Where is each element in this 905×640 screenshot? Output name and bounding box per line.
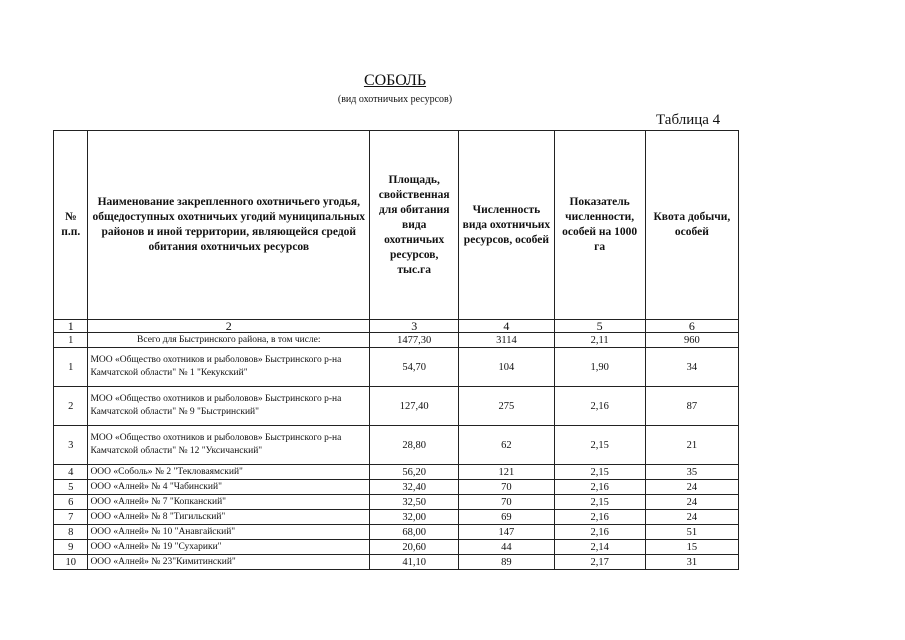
row-density: 2,16	[554, 387, 645, 426]
header-num: № п.п.	[54, 131, 88, 320]
header-area: Площадь, свойственная для обитания вида охотничьих ресурсов, тыс.га	[370, 131, 459, 320]
row-quota: 24	[645, 495, 738, 510]
row-area: 56,20	[370, 465, 459, 480]
table-row	[54, 480, 739, 495]
row-density: 2,11	[554, 333, 645, 348]
row-num: 2	[54, 387, 88, 426]
row-name: ООО «Алней» № 19 "Сухарики"	[88, 540, 370, 555]
document-title: СОБОЛЬ	[363, 72, 427, 89]
row-name: ООО «Алней» № 23"Кимитинский"	[88, 555, 370, 570]
row-quota: 31	[645, 555, 738, 570]
row-name: МОО «Общество охотников и рыболовов» Быстринского р-на Камчатской области" № 9 "Быстринский"	[88, 387, 370, 426]
column-number-row	[54, 320, 739, 333]
row-density: 2,15	[554, 426, 645, 465]
row-area: 32,00	[370, 510, 459, 525]
table-row	[54, 555, 739, 570]
row-population: 104	[459, 348, 554, 387]
row-population: 44	[459, 540, 554, 555]
row-area: 1477,30	[370, 333, 459, 348]
row-population: 70	[459, 495, 554, 510]
row-population: 147	[459, 525, 554, 540]
colnum-cell: 6	[645, 320, 738, 333]
row-area: 28,80	[370, 426, 459, 465]
row-name: ООО «Алней» № 7 "Копканский"	[88, 495, 370, 510]
row-num: 4	[54, 465, 88, 480]
table-row	[54, 465, 739, 480]
row-population: 70	[459, 480, 554, 495]
row-quota: 21	[645, 426, 738, 465]
header-name: Наименование закрепленного охотничьего угодья, общедоступных охотничьих угодий муниципальных районов и иной территории, являющейся средой обитания охотничьих ресурсов	[88, 131, 370, 320]
table-row	[54, 540, 739, 555]
row-num: 5	[54, 480, 88, 495]
header-population: Численность вида охотничьих ресурсов, особей	[459, 131, 554, 320]
row-area: 127,40	[370, 387, 459, 426]
row-density: 2,16	[554, 525, 645, 540]
row-density: 1,90	[554, 348, 645, 387]
row-area: 41,10	[370, 555, 459, 570]
row-num: 7	[54, 510, 88, 525]
row-quota: 51	[645, 525, 738, 540]
row-population: 69	[459, 510, 554, 525]
row-density: 2,16	[554, 510, 645, 525]
row-population: 89	[459, 555, 554, 570]
row-num: 1	[54, 333, 88, 348]
row-name: ООО «Соболь» № 2 "Текловаямский"	[88, 465, 370, 480]
row-num: 1	[54, 348, 88, 387]
header-density: Показатель численности, особей на 1000 га	[554, 131, 645, 320]
row-num: 10	[54, 555, 88, 570]
row-quota: 35	[645, 465, 738, 480]
document-subtitle: (вид охотничьих ресурсов)	[337, 94, 453, 105]
row-num: 3	[54, 426, 88, 465]
row-quota: 87	[645, 387, 738, 426]
row-quota: 24	[645, 480, 738, 495]
row-quota: 960	[645, 333, 738, 348]
row-area: 68,00	[370, 525, 459, 540]
row-population: 121	[459, 465, 554, 480]
row-name: ООО «Алней» № 8 "Тигильский"	[88, 510, 370, 525]
table-row	[54, 510, 739, 525]
row-num: 9	[54, 540, 88, 555]
row-population: 62	[459, 426, 554, 465]
header-quota: Квота добычи, особей	[645, 131, 738, 320]
colnum-cell: 5	[554, 320, 645, 333]
row-quota: 34	[645, 348, 738, 387]
table-label: Таблица 4	[656, 112, 721, 128]
row-quota: 15	[645, 540, 738, 555]
row-name: МОО «Общество охотников и рыболовов» Быстринского р-на Камчатской области" № 1 "Кекукский"	[88, 348, 370, 387]
row-population: 275	[459, 387, 554, 426]
row-name: Всего для Быстринского района, в том числе:	[88, 333, 370, 348]
colnum-cell: 1	[54, 320, 88, 333]
row-density: 2,14	[554, 540, 645, 555]
row-population: 3114	[459, 333, 554, 348]
colnum-cell: 2	[88, 320, 370, 333]
row-area: 32,50	[370, 495, 459, 510]
row-num: 6	[54, 495, 88, 510]
hunting-quota-table	[53, 130, 739, 570]
row-density: 2,15	[554, 495, 645, 510]
row-density: 2,15	[554, 465, 645, 480]
row-density: 2,16	[554, 480, 645, 495]
row-density: 2,17	[554, 555, 645, 570]
row-area: 32,40	[370, 480, 459, 495]
table-header-row	[54, 131, 739, 320]
row-name: ООО «Алней» № 4 "Чабинский"	[88, 480, 370, 495]
table-row	[54, 387, 739, 426]
row-name: ООО «Алней» № 10 "Анавгайский"	[88, 525, 370, 540]
row-quota: 24	[645, 510, 738, 525]
table-row	[54, 495, 739, 510]
row-num: 8	[54, 525, 88, 540]
row-name: МОО «Общество охотников и рыболовов» Быстринского р-на Камчатской области" № 12 "Уксичанский"	[88, 426, 370, 465]
table-row	[54, 525, 739, 540]
row-area: 20,60	[370, 540, 459, 555]
table-row	[54, 426, 739, 465]
colnum-cell: 4	[459, 320, 554, 333]
table-row	[54, 348, 739, 387]
colnum-cell: 3	[370, 320, 459, 333]
table-row-total	[54, 333, 739, 348]
row-area: 54,70	[370, 348, 459, 387]
